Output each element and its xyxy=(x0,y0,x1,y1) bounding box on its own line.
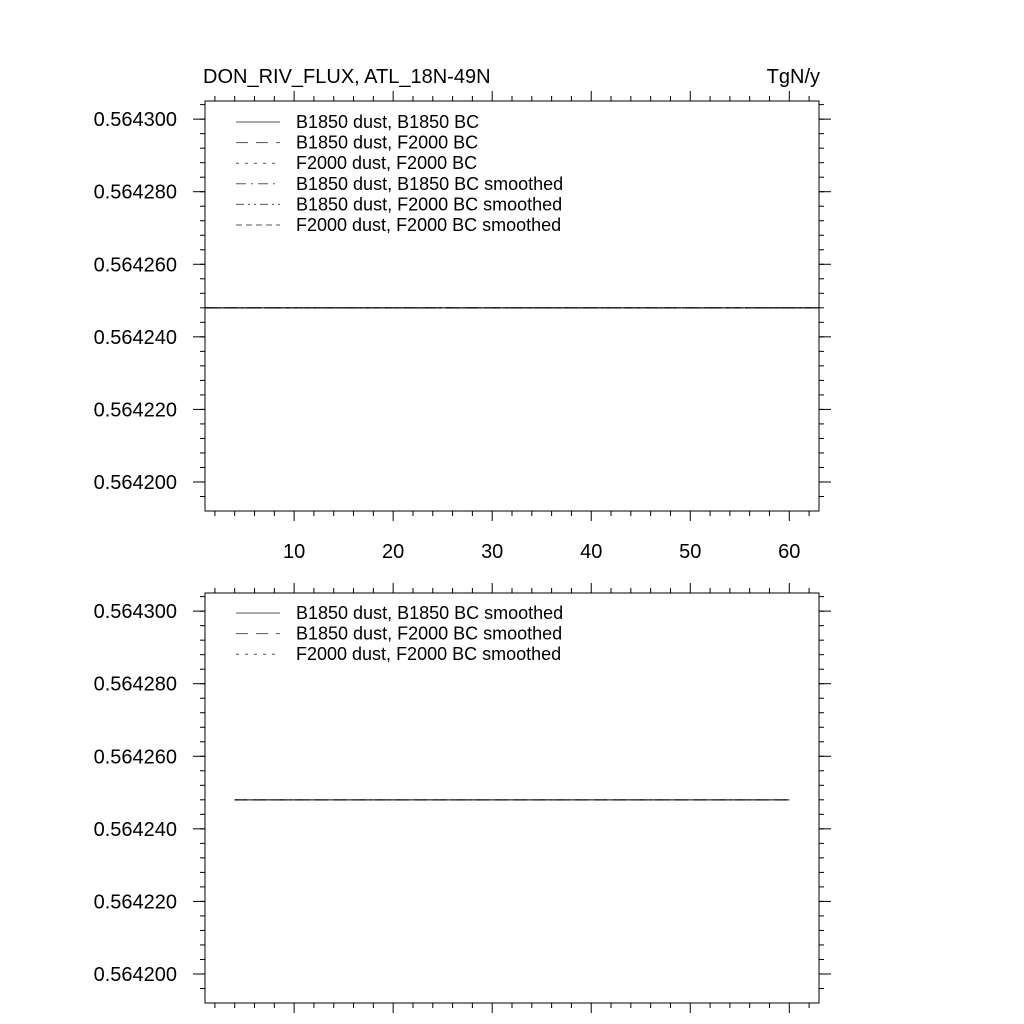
legend-entry: B1850 dust, B1850 BC smoothed xyxy=(296,603,564,623)
legend-entry: B1850 dust, F2000 BC xyxy=(296,132,479,153)
y-tick-label: 0.564220 xyxy=(93,399,177,422)
legend-entry: F2000 dust, F2000 BC smoothed xyxy=(296,215,562,235)
y-tick-label: 0.564280 xyxy=(93,673,177,696)
y-tick-label: 0.564240 xyxy=(93,818,177,841)
y-tick-label: 0.564240 xyxy=(93,326,177,349)
y-tick-label: 0.564220 xyxy=(93,891,177,914)
y-tick-label: 0.564200 xyxy=(93,963,177,986)
y-tick-label: 0.564300 xyxy=(93,109,177,132)
x-tick-label: 60 xyxy=(778,541,801,563)
x-tick-label: 50 xyxy=(679,541,702,563)
legend-entry: B1850 dust, F2000 BC smoothed xyxy=(296,623,563,644)
legend-entry: F2000 dust, F2000 BC smoothed xyxy=(296,644,562,665)
y-tick-label: 0.564300 xyxy=(93,601,177,624)
legend-entry: F2000 dust, F2000 BC xyxy=(296,153,478,174)
legend-entry: B1850 dust, F2000 BC smoothed xyxy=(296,194,563,215)
x-tick-label: 10 xyxy=(283,541,306,563)
y-tick-label: 0.564260 xyxy=(93,254,177,277)
y-tick-label: 0.564260 xyxy=(93,746,177,769)
top-panel xyxy=(94,91,831,563)
x-tick-label: 30 xyxy=(481,541,504,563)
bottom-panel xyxy=(94,583,831,1013)
legend-entry: B1850 dust, B1850 BC xyxy=(296,112,480,132)
x-tick-label: 40 xyxy=(580,541,603,563)
y-tick-label: 0.564200 xyxy=(93,471,177,494)
x-tick-label: 20 xyxy=(382,541,405,563)
units-label: TgN/y xyxy=(766,66,820,88)
legend-entry: B1850 dust, B1850 BC smoothed xyxy=(296,173,564,194)
chart-title: DON_RIV_FLUX, ATL_18N-49N xyxy=(203,66,491,88)
y-tick-label: 0.564280 xyxy=(93,181,177,204)
